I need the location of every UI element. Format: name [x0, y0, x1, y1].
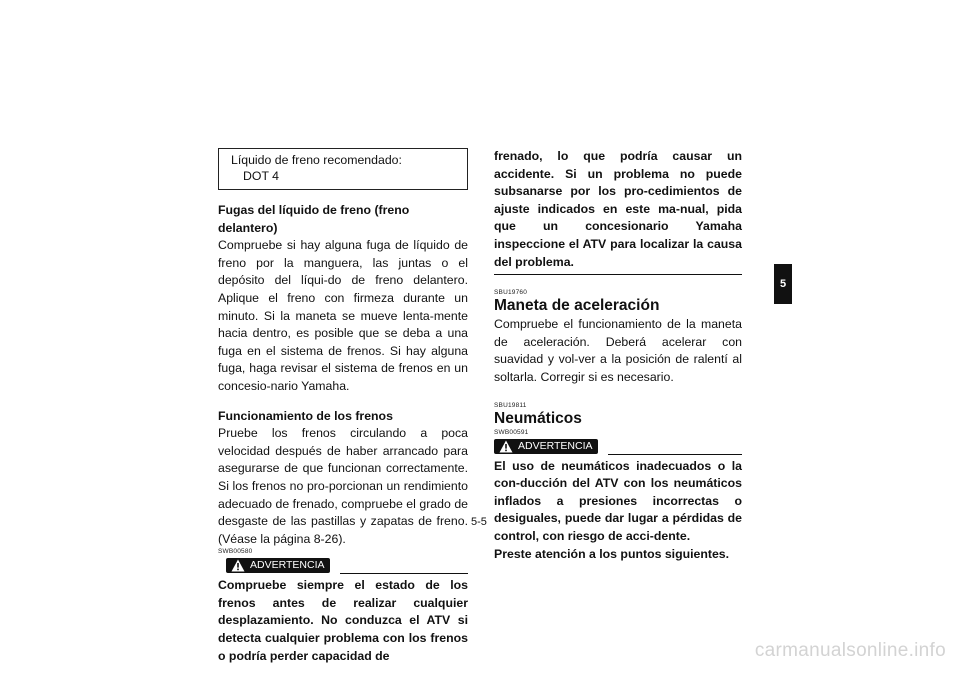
tires-warning-text-2: Preste atención a los puntos siguientes. — [494, 546, 730, 561]
tires-warning-header — [494, 439, 742, 455]
throttle-code: SBU19760 — [494, 289, 528, 297]
page-number: 5-5 — [471, 516, 487, 528]
spec-value: DOT 4 — [243, 169, 279, 183]
brake-leaks-heading: Fugas del líquido de freno (freno delantero) — [218, 203, 410, 235]
spec-label: Líquido de freno recomendado: — [231, 153, 402, 167]
tires-code: SBU19811 — [494, 401, 527, 409]
warning-continued-text: frenado, lo que podría causar un accidente. Si un problema no puede subsanarse por los pro-cedimientos de ajuste indicados en este ma-nual, pida que un concesionario Yamaha inspeccione el ATV para localizar la causa del problema. — [494, 149, 742, 269]
warning-code: SWB00580 — [218, 548, 253, 556]
brake-fluid-spec-box — [218, 148, 468, 190]
tires-heading: Neumáticos — [494, 409, 582, 427]
warning-label: ADVERTENCIA — [250, 559, 325, 572]
brake-operation-text: Pruebe los frenos circulando a poca velocidad después de haber arrancado para asegurarse de que funcionan correctamente. Si los frenos no pro-porcionan un rendimiento adecuado de frenado, compruebe el grado de desgaste de las pastillas y zapatas de freno. (Véase la página 8-26). — [218, 426, 468, 546]
watermark: carmanualsonline.info — [754, 640, 946, 661]
warning-triangle-icon — [231, 559, 245, 572]
tires-warning-badge — [494, 439, 598, 454]
chapter-tab: 5 — [774, 264, 792, 304]
brake-operation-heading: Funcionamiento de los frenos — [218, 408, 393, 423]
warning-rule — [340, 573, 468, 574]
warning-badge — [226, 558, 330, 573]
throttle-text: Compruebe el funcionamiento de la maneta de aceleración. Deberá acelerar con suavidad y vol-ver a la posición de ralentí al soltarla. Corregir si es necesario. — [494, 317, 742, 384]
warning-header — [218, 558, 468, 574]
brake-leaks-text: Compruebe si hay alguna fuga de líquido de freno por la manguera, las juntas o el depósito del líqui-do de freno delantero. Aplique el freno con firmeza durante un minuto. Si la maneta se mueve lenta-mente hacia dentro, es posible que se deba a una fuga en el sistema de frenos. Si hay alguna fuga, haga revisar el sistema de frenos en un concesio-nario Yamaha. — [218, 238, 468, 393]
warning-triangle-icon — [499, 440, 513, 453]
tires-warning-text: El uso de neumáticos inadecuados o la con-ducción del ATV con los neumáticos inflados a presiones incorrectas o desiguales, puede dar lugar a pérdidas de control, con riesgo de acci-dente. — [494, 458, 742, 543]
warning-text: Compruebe siempre el estado de los frenos antes de realizar cualquier desplazamiento. No conduzca el ATV si detecta cualquier problema con los frenos o podría perder capacidad de — [218, 578, 468, 663]
left-column — [218, 148, 468, 665]
tires-warning-code: SWB00591 — [494, 428, 529, 436]
tires-warning-rule — [608, 454, 742, 455]
tires-warning-label: ADVERTENCIA — [518, 439, 593, 452]
throttle-heading: Maneta de aceleración — [494, 297, 660, 315]
right-column — [494, 148, 742, 563]
